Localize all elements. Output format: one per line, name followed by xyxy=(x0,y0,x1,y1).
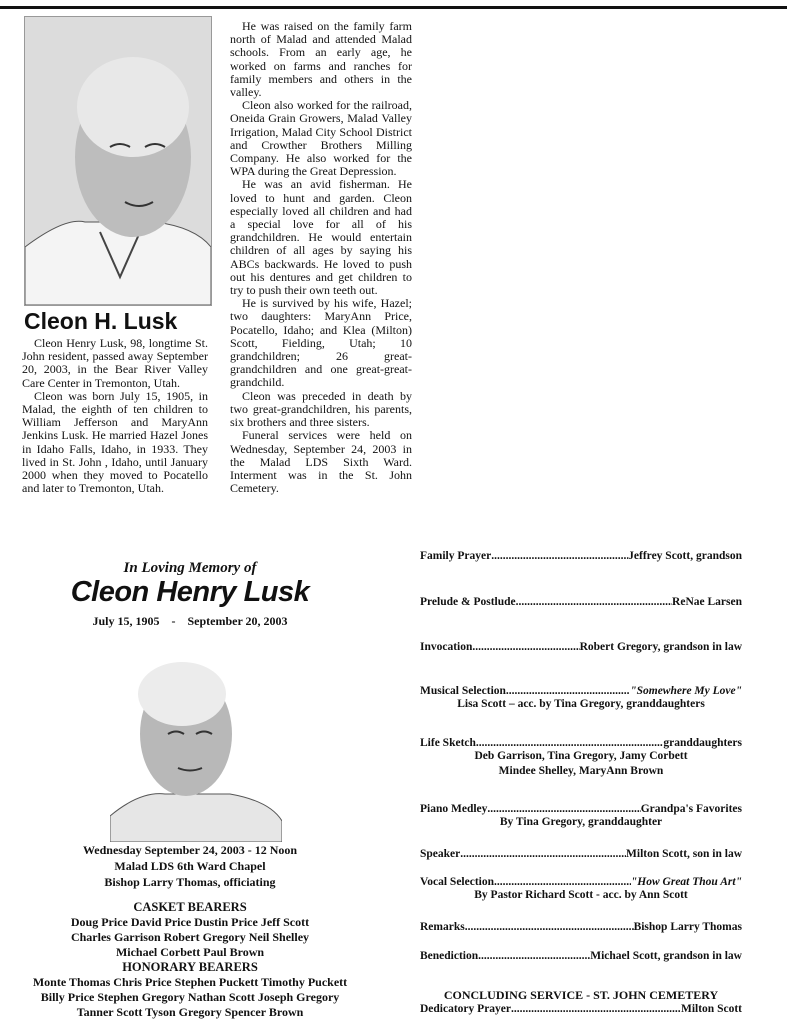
program-value: Milton Scott xyxy=(680,1003,742,1015)
program-item xyxy=(420,848,742,860)
program-label: Remarks xyxy=(420,921,465,933)
program-sub: By Pastor Richard Scott - acc. by Ann Scott xyxy=(474,889,688,901)
program-item xyxy=(420,921,742,933)
death-date: September 20, 2003 xyxy=(187,614,288,628)
program-label: Family Prayer xyxy=(420,550,492,562)
bearers-line: Doug Price David Price Dustin Price Jeff Scott xyxy=(70,915,310,929)
program-item xyxy=(420,737,742,779)
bearers-line: Michael Corbett Paul Brown xyxy=(115,945,265,959)
page-top-rule xyxy=(0,6,787,9)
clipping-right-column xyxy=(230,20,412,495)
bearers-line: Monte Thomas Chris Price Stephen Puckett Timothy Puckett xyxy=(32,975,348,989)
program-value: "Somewhere My Love" xyxy=(630,685,742,697)
memorial-heading: In Loving Memory of xyxy=(123,560,257,576)
bearers-line: Charles Garrison Robert Gregory Neil Shelley xyxy=(70,930,310,944)
program-sub: By Tina Gregory, granddaughter xyxy=(499,816,663,828)
program-item xyxy=(420,950,742,962)
concluding-header: CONCLUDING SERVICE - ST. JOHN CEMETERY xyxy=(443,988,719,1002)
bearers-section xyxy=(0,900,380,1020)
program-value: Michael Scott, grandson in law xyxy=(590,950,742,962)
birth-date: July 15, 1905 xyxy=(92,614,160,628)
honorary-bearers-header: HONORARY BEARERS xyxy=(122,960,258,974)
date-separator: - xyxy=(171,614,176,628)
clipping-photo xyxy=(24,16,212,306)
program-value: Robert Gregory, grandson in law xyxy=(579,641,742,653)
program-label: Dedicatory Prayer xyxy=(420,1003,512,1015)
program-label: Benediction xyxy=(420,950,479,962)
program-sub: Deb Garrison, Tina Gregory, Jamy Corbett xyxy=(474,750,688,762)
memorial-dates xyxy=(0,614,380,629)
program-value: Grandpa's Favorites xyxy=(640,803,742,815)
clipping-paragraph: Cleon also worked for the railroad, Oneida Grain Growers, Malad Valley Irrigation, Malad City School District and Crowther Brothers Milling Company. He also worked for the WPA during the Great Depression. xyxy=(230,98,412,179)
program-item xyxy=(420,876,742,903)
program-label: Speaker xyxy=(420,848,461,860)
program-value: Milton Scott, son in law xyxy=(626,848,742,860)
casket-bearers-header: CASKET BEARERS xyxy=(133,900,247,914)
program-value: granddaughters xyxy=(663,737,742,749)
program-label: Musical Selection xyxy=(420,685,506,697)
program-item xyxy=(420,685,742,712)
clipping-paragraph: He was raised on the family farm north of Malad and attended Malad schools. From an early age, he worked on farms and ranches for family members and others in the valley. xyxy=(230,19,412,100)
clipping-left-column xyxy=(22,337,208,495)
program-label: Invocation xyxy=(420,641,473,653)
clipping-name: Cleon H. Lusk xyxy=(24,308,178,334)
program-value: Jeffrey Scott, grandson xyxy=(628,550,742,562)
program-label: Life Sketch xyxy=(420,737,476,749)
bearers-line: Tanner Scott Tyson Gregory Spencer Brown xyxy=(76,1005,304,1019)
memorial-name: Cleon Henry Lusk xyxy=(70,576,310,608)
clipping-paragraph: Cleon was preceded in death by two great-grandchildren, his parents, six brothers and three sisters. xyxy=(230,388,412,430)
program-item xyxy=(420,641,742,653)
clipping-paragraph: Cleon was born July 15, 1905, in Malad, the eighth of ten children to William Jefferson and MaryAnn Jenkins Lusk. He married Hazel Jones in Idaho Falls, Idaho, in 1933. They lived in St. John , Idaho, until January 2000 when they moved to Pocatello and later to Tremonton, Utah. xyxy=(22,388,208,496)
program-label: Piano Medley xyxy=(420,803,488,815)
dedicatory-prayer xyxy=(420,1003,742,1015)
service-details xyxy=(0,842,380,890)
program-value: ReNae Larsen xyxy=(672,596,742,608)
clipping-paragraph: He is survived by his wife, Hazel; two daughters: MaryAnn Price, Pocatello, Idaho; and Klea (Milton) Scott, Fielding, Utah; 10 grandchildren; 26 great-grandchildren and one great-great-grandchild. xyxy=(230,296,412,390)
bearers-line: Billy Price Stephen Gregory Nathan Scott Joseph Gregory xyxy=(40,990,340,1004)
program-value: Bishop Larry Thomas xyxy=(633,921,742,933)
program-value: "How Great Thou Art" xyxy=(630,876,742,888)
clipping-paragraph: Cleon Henry Lusk, 98, longtime St. John resident, passed away September 20, 2003, in the Bear River Valley Care Center in Tremonton, Utah. xyxy=(22,336,208,390)
service-line: Malad LDS 6th Ward Chapel xyxy=(114,859,266,873)
program-item xyxy=(420,550,742,562)
clipping-paragraph: Funeral services were held on Wednesday, September 24, 2003 in the Malad LDS Sixth Ward. Interment was in the St. John Cemetery. xyxy=(230,428,412,496)
memorial-photo xyxy=(110,656,282,842)
program-item xyxy=(420,803,742,830)
program-label: Vocal Selection xyxy=(420,876,494,888)
program-label: Prelude & Postlude xyxy=(420,596,516,608)
service-line: Wednesday September 24, 2003 - 12 Noon xyxy=(82,843,298,857)
program-sub: Lisa Scott – acc. by Tina Gregory, granddaughters xyxy=(457,698,705,710)
clipping-paragraph: He was an avid fisherman. He loved to hunt and garden. Cleon especially loved all children and had a special love for all of his grandchildren. He would entertain children of all ages by saying his ABCs backwards. He loved to push out his dentures and get children to try to push their own teeth out. xyxy=(230,177,412,298)
program-item xyxy=(420,596,742,608)
program-sub: Mindee Shelley, MaryAnn Brown xyxy=(498,765,664,777)
service-line: Bishop Larry Thomas, officiating xyxy=(104,875,276,889)
